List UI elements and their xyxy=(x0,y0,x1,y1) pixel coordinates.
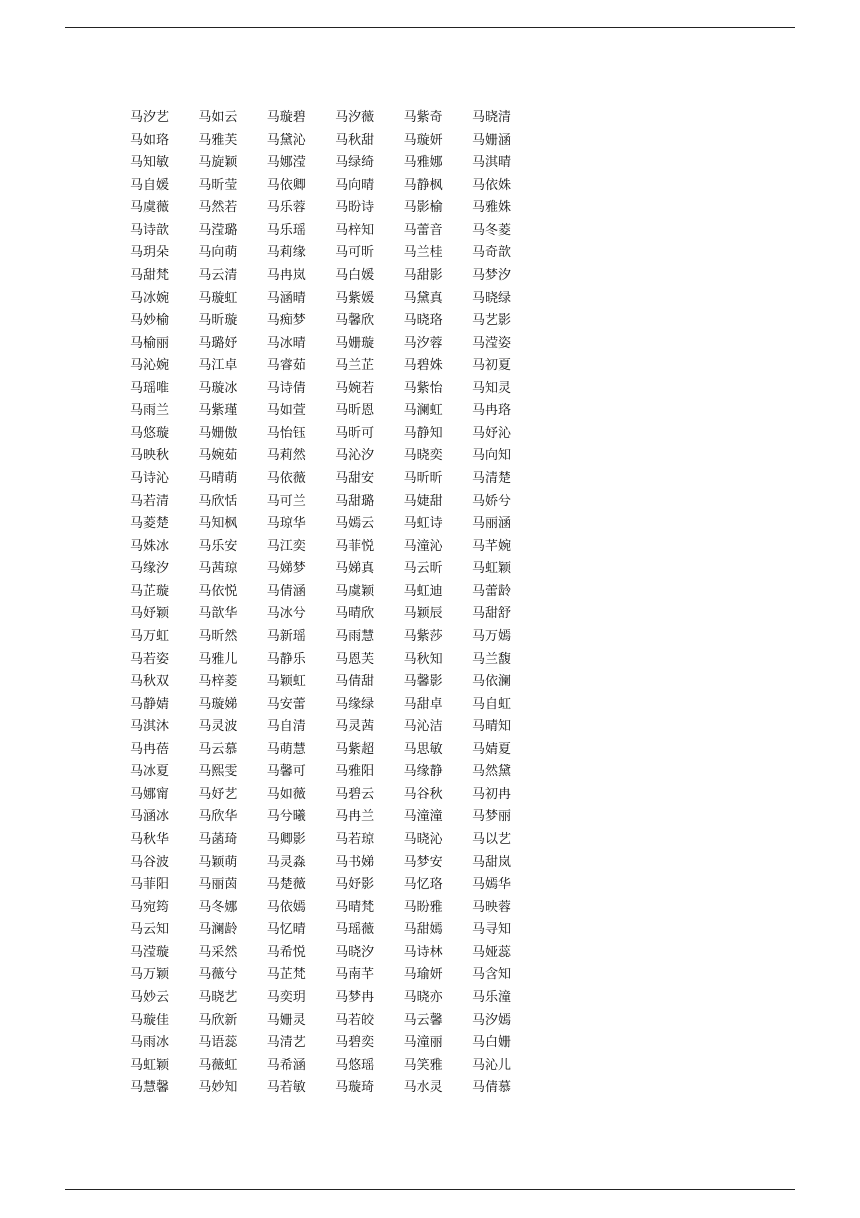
name-cell: 马兰桂 xyxy=(403,245,443,261)
name-cell: 马然黛 xyxy=(471,764,511,780)
name-cell: 马菱楚 xyxy=(130,516,170,532)
name-cell: 马黛沁 xyxy=(266,132,306,148)
name-cell: 马初冉 xyxy=(471,786,511,802)
name-cell: 马冉蓓 xyxy=(130,741,170,757)
name-cell: 马万颖 xyxy=(130,967,170,983)
name-cell: 马如薇 xyxy=(266,786,306,802)
name-cell: 马蕾音 xyxy=(403,222,443,238)
name-cell: 马梦汐 xyxy=(471,267,511,283)
name-cell: 马潼潼 xyxy=(403,809,443,825)
name-cell: 马影榆 xyxy=(403,200,443,216)
name-cell: 马芷梵 xyxy=(266,967,306,983)
name-cell: 马虞颖 xyxy=(335,583,375,599)
name-cell: 马潼沁 xyxy=(403,538,443,554)
name-cell: 马妤沁 xyxy=(471,425,511,441)
name-cell: 马紫莎 xyxy=(403,628,443,644)
name-cell: 马白媛 xyxy=(335,267,375,283)
name-cell: 马莉缘 xyxy=(266,245,306,261)
name-cell: 马悠璇 xyxy=(130,425,170,441)
name-cell: 马笑雅 xyxy=(403,1057,443,1073)
name-cell: 马万嫣 xyxy=(471,628,511,644)
name-cell: 马盼雅 xyxy=(403,899,443,915)
name-cell: 马妤影 xyxy=(335,877,375,893)
name-cell: 马莉然 xyxy=(266,448,306,464)
name-cell: 马清艺 xyxy=(266,1035,306,1051)
name-cell: 马乐瑶 xyxy=(266,222,306,238)
name-cell: 马冰晴 xyxy=(266,335,306,351)
name-cell: 马绿绮 xyxy=(335,155,375,171)
name-cell: 马芊婉 xyxy=(471,538,511,554)
name-cell: 马沁洁 xyxy=(403,719,443,735)
name-cell: 马万虹 xyxy=(130,628,170,644)
name-cell: 马甜岚 xyxy=(471,854,511,870)
name-cell: 马艺影 xyxy=(471,313,511,329)
name-cell: 马碧奕 xyxy=(335,1035,375,1051)
name-cell: 马丽涵 xyxy=(471,516,511,532)
name-cell: 马黛真 xyxy=(403,290,443,306)
name-cell: 马云慕 xyxy=(198,741,238,757)
name-cell: 马知枫 xyxy=(198,516,238,532)
name-cell: 马江奕 xyxy=(266,538,306,554)
name-cell: 马冉兰 xyxy=(335,809,375,825)
name-cell: 马南芊 xyxy=(335,967,375,983)
name-cell: 马姗璇 xyxy=(335,335,375,351)
name-cell: 马卿影 xyxy=(266,832,306,847)
name-cell: 马冉珞 xyxy=(471,403,511,419)
name-cell: 马倩甜 xyxy=(335,674,375,690)
name-cell: 马灵波 xyxy=(198,719,238,735)
name-cell: 马瑜妍 xyxy=(403,967,443,983)
name-cell: 马然若 xyxy=(198,200,238,216)
name-cell: 马甜安 xyxy=(335,471,375,486)
name-cell: 马嫣云 xyxy=(335,516,375,532)
name-cell: 马奇歆 xyxy=(471,245,511,261)
name-cell: 马雅姝 xyxy=(471,200,511,216)
name-cell: 马宛筠 xyxy=(130,899,170,915)
name-cell: 马馨影 xyxy=(403,674,443,690)
name-cell: 马映蓉 xyxy=(471,899,511,915)
name-cell: 马依薇 xyxy=(266,471,306,486)
name-cell: 马晓艺 xyxy=(198,989,238,1005)
name-cell: 马依卿 xyxy=(266,177,306,193)
name-cell: 马忆晴 xyxy=(266,922,306,938)
name-cell: 马梓知 xyxy=(335,222,375,238)
name-cell: 马颖萌 xyxy=(198,854,238,870)
name-cell: 马睿茹 xyxy=(266,358,306,374)
name-cell: 马歆华 xyxy=(198,606,238,622)
name-cell: 马恩芙 xyxy=(335,651,375,667)
name-cell: 马甜璐 xyxy=(335,493,375,509)
name-cell: 马冬菱 xyxy=(471,222,511,238)
name-cell: 马雨兰 xyxy=(130,403,170,419)
name-cell: 马知灵 xyxy=(471,380,511,396)
name-cell: 马向萌 xyxy=(198,245,238,261)
name-cell: 马璇冰 xyxy=(198,380,238,396)
name-cell: 马晴萌 xyxy=(198,471,238,486)
name-cell: 马碧姝 xyxy=(403,358,443,374)
name-cell: 马含知 xyxy=(471,967,511,983)
name-cell: 马水灵 xyxy=(403,1080,443,1096)
name-cell: 马楚薇 xyxy=(266,877,306,893)
name-cell: 马汐艺 xyxy=(130,110,170,125)
name-cell: 马妤颖 xyxy=(130,606,170,622)
name-cell: 马希涵 xyxy=(266,1057,306,1073)
name-cell: 马向晴 xyxy=(335,177,375,193)
name-cell: 马静乐 xyxy=(266,651,306,667)
name-cell: 马缘汐 xyxy=(130,561,170,577)
name-cell: 马冰兮 xyxy=(266,606,306,622)
name-cell: 马涵晴 xyxy=(266,290,306,306)
name-cell: 马娅蕊 xyxy=(471,944,511,960)
name-cell: 马昕莹 xyxy=(198,177,238,193)
name-cell: 马娣梦 xyxy=(266,561,306,577)
name-cell: 马紫瑾 xyxy=(198,403,238,419)
name-cell: 马昕然 xyxy=(198,628,238,644)
name-cell: 马茜琼 xyxy=(198,561,238,577)
name-cell: 马滢姿 xyxy=(471,335,511,351)
name-cell: 马谷波 xyxy=(130,854,170,870)
name-cell: 马兰馥 xyxy=(471,651,511,667)
name-cell: 马玥朵 xyxy=(130,245,170,261)
name-cell: 马昕恩 xyxy=(335,403,375,419)
name-cell: 马梓菱 xyxy=(198,674,238,690)
name-cell: 马雅娜 xyxy=(403,155,443,171)
name-cell: 马秋华 xyxy=(130,832,170,847)
name-cell: 马清楚 xyxy=(471,471,511,486)
name-cell: 马菲阳 xyxy=(130,877,170,893)
name-cell: 马妙知 xyxy=(198,1080,238,1096)
name-cell: 马秋知 xyxy=(403,651,443,667)
name-cell: 马诗沁 xyxy=(130,471,170,486)
name-list xyxy=(130,107,540,1100)
name-cell: 马紫超 xyxy=(335,741,375,757)
name-cell: 马可兰 xyxy=(266,493,306,509)
name-cell: 马雨慧 xyxy=(335,628,375,644)
name-cell: 马晓汐 xyxy=(335,944,375,960)
name-cell: 马淇沐 xyxy=(130,719,170,735)
name-cell: 马语蕊 xyxy=(198,1035,238,1051)
name-cell: 马欣华 xyxy=(198,809,238,825)
name-cell: 马冰夏 xyxy=(130,764,170,780)
name-cell: 马书娣 xyxy=(335,854,375,870)
name-cell: 马初夏 xyxy=(471,358,511,374)
name-cell: 马依姝 xyxy=(471,177,511,193)
name-cell: 马诗倩 xyxy=(266,380,306,396)
name-cell: 马潼丽 xyxy=(403,1035,443,1051)
name-cell: 马璇妍 xyxy=(403,132,443,148)
name-cell: 马晓奕 xyxy=(403,448,443,464)
name-cell: 马甜舒 xyxy=(471,606,511,622)
name-cell: 马甜影 xyxy=(403,267,443,283)
name-cell: 马乐安 xyxy=(198,538,238,554)
name-cell: 马诗林 xyxy=(403,944,443,960)
name-cell: 马婉若 xyxy=(335,380,375,396)
name-cell: 马依嫣 xyxy=(266,899,306,915)
name-cell: 马云昕 xyxy=(403,561,443,577)
name-cell: 马瑶唯 xyxy=(130,380,170,396)
name-cell: 马璇娣 xyxy=(198,696,238,712)
name-cell: 马沁儿 xyxy=(471,1057,511,1073)
name-cell: 马灵淼 xyxy=(266,854,306,870)
name-cell: 马晴知 xyxy=(471,719,511,735)
name-cell: 马向知 xyxy=(471,448,511,464)
name-cell: 马云清 xyxy=(198,267,238,283)
name-cell: 马雅阳 xyxy=(335,764,375,780)
name-cell: 马晓绿 xyxy=(471,290,511,306)
name-cell: 马颖辰 xyxy=(403,606,443,622)
name-cell: 马昕可 xyxy=(335,425,375,441)
name-cell: 马澜龄 xyxy=(198,922,238,938)
name-cell: 马痴梦 xyxy=(266,313,306,329)
name-cell: 马瑶薇 xyxy=(335,922,375,938)
name-cell: 马若皎 xyxy=(335,1012,375,1028)
name-cell: 马雅儿 xyxy=(198,651,238,667)
name-cell: 马怡钰 xyxy=(266,425,306,441)
name-cell: 马甜嫣 xyxy=(403,922,443,938)
name-cell: 马知敏 xyxy=(130,155,170,171)
name-cell: 马欣新 xyxy=(198,1012,238,1028)
name-cell: 马璇虹 xyxy=(198,290,238,306)
name-cell: 马昕昕 xyxy=(403,471,443,486)
name-cell: 马缘绿 xyxy=(335,696,375,712)
name-cell: 马倩慕 xyxy=(471,1080,511,1096)
name-cell: 马紫奇 xyxy=(403,110,443,125)
name-cell: 马澜虹 xyxy=(403,403,443,419)
name-cell: 马璇琦 xyxy=(335,1080,375,1096)
name-cell: 马颖虹 xyxy=(266,674,306,690)
header-rule xyxy=(65,27,795,28)
name-cell: 马晓沁 xyxy=(403,832,443,847)
name-cell: 马熙雯 xyxy=(198,764,238,780)
name-cell: 马新瑶 xyxy=(266,628,306,644)
name-cell: 马雨冰 xyxy=(130,1035,170,1051)
name-cell: 马梦安 xyxy=(403,854,443,870)
name-cell: 马以艺 xyxy=(471,832,511,847)
name-cell: 马妙榆 xyxy=(130,313,170,329)
name-cell: 马姗灵 xyxy=(266,1012,306,1028)
name-cell: 马馨欣 xyxy=(335,313,375,329)
name-cell: 马缘静 xyxy=(403,764,443,780)
name-cell: 马慧馨 xyxy=(130,1080,170,1096)
name-cell: 马谷秋 xyxy=(403,786,443,802)
name-cell: 马紫媛 xyxy=(335,290,375,306)
name-cell: 马紫怡 xyxy=(403,380,443,396)
name-cell: 马依悦 xyxy=(198,583,238,599)
name-cell: 马娜滢 xyxy=(266,155,306,171)
name-cell: 马江卓 xyxy=(198,358,238,374)
name-cell: 马菲悦 xyxy=(335,538,375,554)
name-cell: 马婕甜 xyxy=(403,493,443,509)
name-cell: 马欣恬 xyxy=(198,493,238,509)
name-cell: 马虹颖 xyxy=(130,1057,170,1073)
name-cell: 马甜卓 xyxy=(403,696,443,712)
name-cell: 马姗涵 xyxy=(471,132,511,148)
name-cell: 马盼诗 xyxy=(335,200,375,216)
name-cell: 马馨可 xyxy=(266,764,306,780)
name-cell: 马乐潼 xyxy=(471,989,511,1005)
name-cell: 马娜甯 xyxy=(130,786,170,802)
name-cell: 马希悦 xyxy=(266,944,306,960)
name-cell: 马榆丽 xyxy=(130,335,170,351)
name-cell: 马妙云 xyxy=(130,989,170,1005)
name-cell: 马奕玥 xyxy=(266,989,306,1005)
name-cell: 马倩涵 xyxy=(266,583,306,599)
name-cell: 马汐薇 xyxy=(335,110,375,125)
name-cell: 马冉岚 xyxy=(266,267,306,283)
name-cell: 马婉茹 xyxy=(198,448,238,464)
name-cell: 马菡琦 xyxy=(198,832,238,847)
name-cell: 马秋甜 xyxy=(335,132,375,148)
name-cell: 马寻知 xyxy=(471,922,511,938)
name-cell: 马晓珞 xyxy=(403,313,443,329)
name-cell: 马若姿 xyxy=(130,651,170,667)
name-cell: 马姗傲 xyxy=(198,425,238,441)
name-cell: 马乐蓉 xyxy=(266,200,306,216)
name-cell: 马晓亦 xyxy=(403,989,443,1005)
name-cell: 马璇碧 xyxy=(266,110,306,125)
name-cell: 马冬娜 xyxy=(198,899,238,915)
name-cell: 马如萱 xyxy=(266,403,306,419)
name-cell: 马碧云 xyxy=(335,786,375,802)
name-cell: 马兰芷 xyxy=(335,358,375,374)
name-cell: 马虹迪 xyxy=(403,583,443,599)
name-cell: 马云馨 xyxy=(403,1012,443,1028)
name-cell: 马依澜 xyxy=(471,674,511,690)
name-cell: 马甜梵 xyxy=(130,267,170,283)
name-cell: 马兮曦 xyxy=(266,809,306,825)
name-cell: 马可昕 xyxy=(335,245,375,261)
name-cell: 马滢璐 xyxy=(198,222,238,238)
name-cell: 马梦冉 xyxy=(335,989,375,1005)
name-cell: 马汐嫣 xyxy=(471,1012,511,1028)
name-cell: 马昕璇 xyxy=(198,313,238,329)
name-cell: 马若敏 xyxy=(266,1080,306,1096)
name-cell: 马静枫 xyxy=(403,177,443,193)
name-cell: 马秋双 xyxy=(130,674,170,690)
name-cell: 马琼华 xyxy=(266,516,306,532)
name-cell: 马姝冰 xyxy=(130,538,170,554)
name-cell: 马晴梵 xyxy=(335,899,375,915)
name-cell: 马沁婉 xyxy=(130,358,170,374)
name-cell: 马婧夏 xyxy=(471,741,511,757)
name-cell: 马嫣华 xyxy=(471,877,511,893)
footer-rule xyxy=(65,1189,795,1190)
name-cell: 马妤艺 xyxy=(198,786,238,802)
name-cell: 马旋颖 xyxy=(198,155,238,171)
name-cell: 马如云 xyxy=(198,110,238,125)
name-cell: 马如珞 xyxy=(130,132,170,148)
name-cell: 马娇兮 xyxy=(471,493,511,509)
name-cell: 马自虹 xyxy=(471,696,511,712)
name-cell: 马晓清 xyxy=(471,110,511,125)
name-cell: 马虹颖 xyxy=(471,561,511,577)
name-cell: 马丽茵 xyxy=(198,877,238,893)
name-cell: 马灵茜 xyxy=(335,719,375,735)
name-cell: 马梦丽 xyxy=(471,809,511,825)
name-cell: 马忆珞 xyxy=(403,877,443,893)
name-cell: 马自清 xyxy=(266,719,306,735)
name-cell: 马滢璇 xyxy=(130,944,170,960)
name-cell: 马静知 xyxy=(403,425,443,441)
name-cell: 马静婧 xyxy=(130,696,170,712)
name-cell: 马思敏 xyxy=(403,741,443,757)
name-cell: 马薇虹 xyxy=(198,1057,238,1073)
name-cell: 马娣真 xyxy=(335,561,375,577)
name-cell: 马璐妤 xyxy=(198,335,238,351)
name-cell: 马璇佳 xyxy=(130,1012,170,1028)
name-cell: 马冰婉 xyxy=(130,290,170,306)
name-cell: 马晴欣 xyxy=(335,606,375,622)
name-cell: 马萌慧 xyxy=(266,741,306,757)
name-cell: 马安蕾 xyxy=(266,696,306,712)
name-cell: 马涵冰 xyxy=(130,809,170,825)
name-cell: 马云知 xyxy=(130,922,170,938)
name-cell: 马虹诗 xyxy=(403,516,443,532)
name-cell: 马沁汐 xyxy=(335,448,375,464)
name-cell: 马雅芙 xyxy=(198,132,238,148)
name-cell: 马汐蓉 xyxy=(403,335,443,351)
name-cell: 马白姗 xyxy=(471,1035,511,1051)
name-cell: 马若琼 xyxy=(335,832,375,847)
name-cell: 马淇晴 xyxy=(471,155,511,171)
name-cell: 马映秋 xyxy=(130,448,170,464)
name-cell: 马自媛 xyxy=(130,177,170,193)
name-cell: 马薇兮 xyxy=(198,967,238,983)
name-cell: 马若清 xyxy=(130,493,170,509)
name-cell: 马悠瑶 xyxy=(335,1057,375,1073)
name-cell: 马虞薇 xyxy=(130,200,170,216)
name-cell: 马采然 xyxy=(198,944,238,960)
name-cell: 马蕾龄 xyxy=(471,583,511,599)
name-cell: 马诗歆 xyxy=(130,222,170,238)
name-cell: 马芷璇 xyxy=(130,583,170,599)
